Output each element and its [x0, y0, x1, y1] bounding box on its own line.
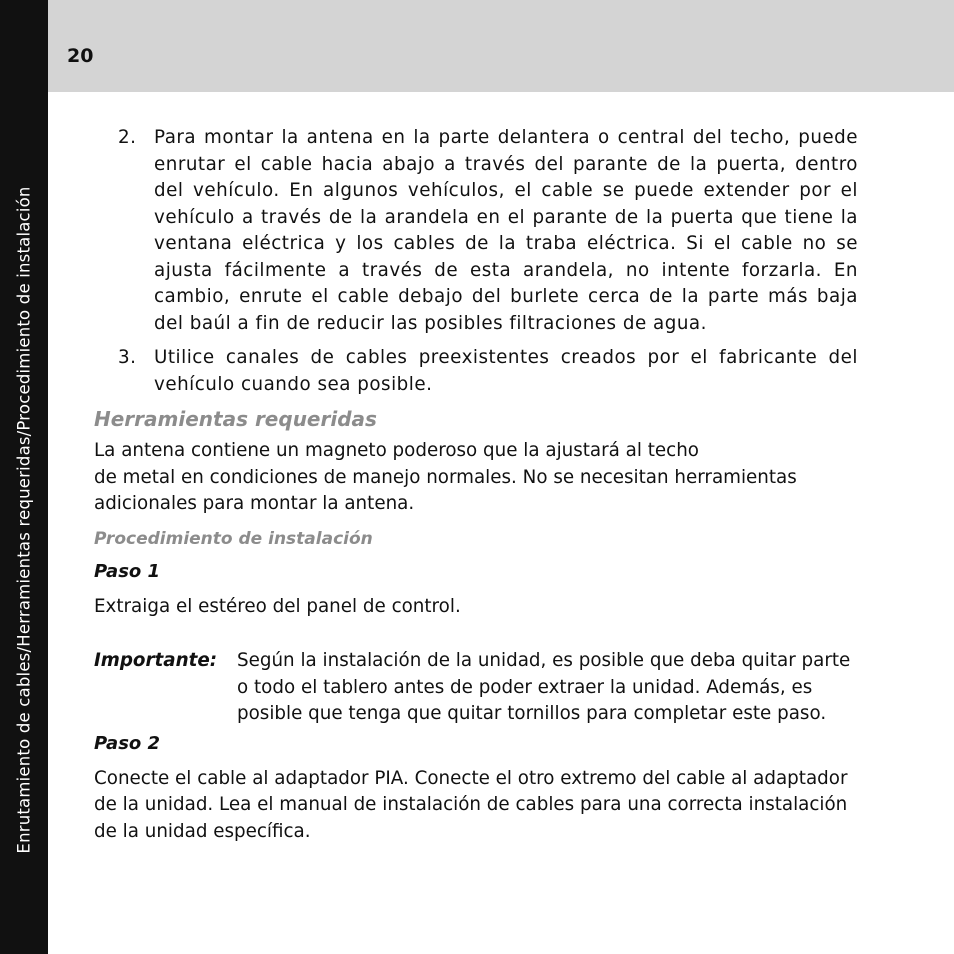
step2-text: Conecte el cable al adaptador PIA. Conecte el otro extremo del cable al adaptador de la unidad. Lea el manual de instalación de cables para una correcta instalación de la unidad específica.: [94, 767, 848, 842]
important-note-text: Según la instalación de la unidad, es posible que deba quitar parte o todo el tablero antes de poder extraer la unidad. Además, es posible que tenga que quitar tornillos para completar este paso.: [237, 650, 851, 724]
list-item-number: 3.: [118, 347, 137, 368]
important-note-label: Importante:: [94, 650, 218, 671]
procedure-heading: Procedimiento de instalación: [94, 528, 373, 549]
important-note: [94, 648, 858, 728]
list-item: [94, 125, 858, 337]
step2-label: Paso 2: [94, 732, 161, 754]
page-content: [94, 125, 858, 845]
tools-paragraph-line2: de metal en condiciones de manejo normales. No se necesitan herramientas adicionales para montar la antena.: [94, 466, 797, 514]
tools-paragraph-line1: La antena contiene un magneto poderoso que la ajustará al techo: [94, 440, 699, 461]
list-item-text: Utilice canales de cables preexistentes creados por el fabricante del vehículo cuando sea posible.: [154, 347, 858, 395]
list-item-number: 2.: [118, 127, 137, 148]
step1-label: Paso 1: [94, 560, 161, 582]
page-header: [48, 0, 954, 92]
page-number: 20: [67, 45, 94, 67]
sidebar-tab: [0, 0, 48, 954]
list-item-text: Para montar la antena en la parte delantera o central del techo, puede enrutar el cable hacia abajo a través del parante de la puerta, dentro del vehículo. En algunos vehículos, el cable se puede extender por el vehículo a través de la arandela en el parante de la puerta que tiene la ventana eléctrica y los cables de la traba eléctrica. Si el cable no se ajusta fácilmente a través de esta arandela, no intente forzarla. En cambio, enrute el cable debajo del burlete cerca de la parte más baja del baúl a fin de reducir las posibles filtraciones de agua.: [154, 127, 858, 334]
step1-text: Extraiga el estéreo del panel de control.: [94, 595, 461, 617]
sidebar-section-title: Enrutamiento de cables/Herramientas requeridas/Procedimiento de instalación: [14, 186, 34, 854]
tools-heading: Herramientas requeridas: [94, 407, 377, 431]
list-item: [94, 345, 858, 398]
